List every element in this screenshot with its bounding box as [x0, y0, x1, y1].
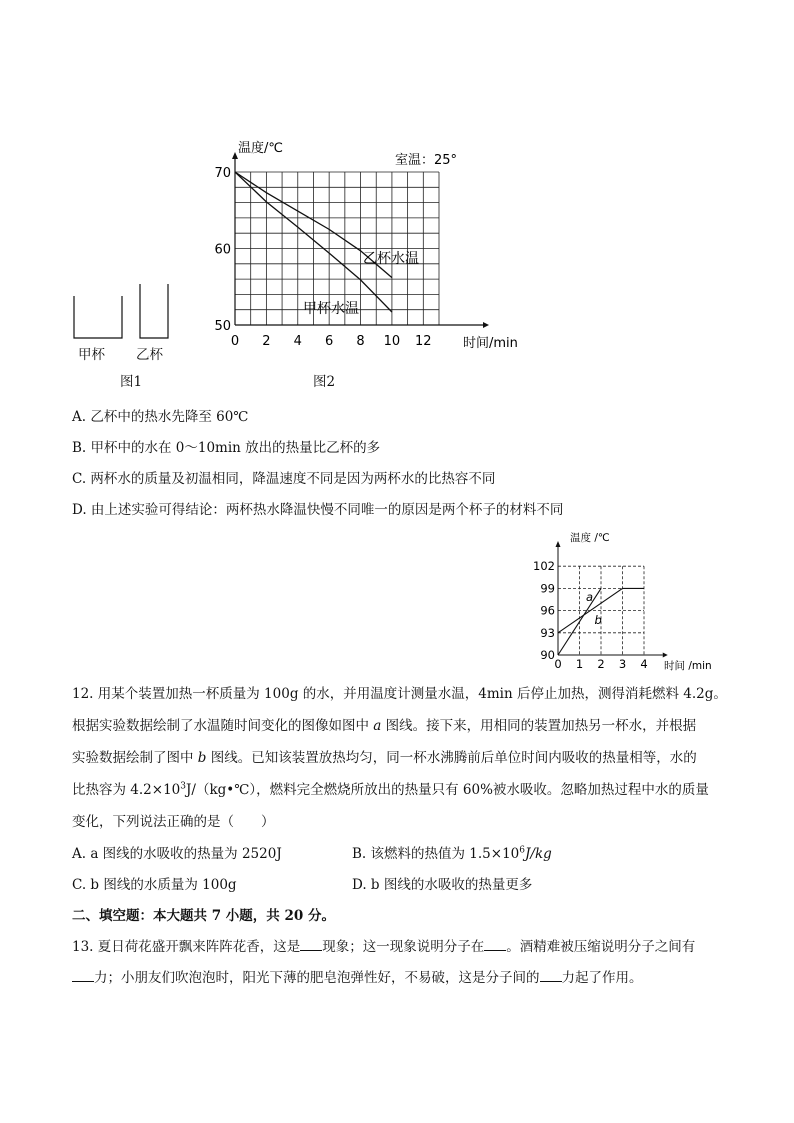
- series-label-b: b: [594, 612, 602, 627]
- y-axis-arrow: [556, 541, 561, 547]
- answer-blank-3[interactable]: [72, 969, 94, 982]
- answer-blank-4[interactable]: [540, 969, 562, 982]
- y-tick-label: 102: [533, 559, 555, 574]
- cup-a-label: 甲杯: [78, 347, 105, 363]
- answer-blank-1[interactable]: [300, 938, 322, 951]
- figure-2-caption: 图2: [313, 374, 336, 390]
- x-tick-label: 8: [356, 334, 365, 349]
- room-temp-annotation: 室温：25°: [395, 153, 458, 168]
- q12-line-3: 实验数据绘制了图中 b 图线。已知该装置放热均匀，同一杯水沸腾前后单位时间内吸收的热量相等，水的: [72, 750, 697, 766]
- x-tick-label: 2: [262, 334, 271, 349]
- chart1-x-axis-label: 时间/min: [463, 336, 518, 351]
- q12-line-1: 12. 用某个装置加热一杯质量为 100g 的水，并用温度计测量水温，4min 后停止加热，测得消耗燃料 4.2g。: [72, 686, 727, 702]
- x-tick-label: 4: [640, 657, 648, 671]
- q13-line-2: 力；小朋友们吹泡泡时，阳光下薄的肥皂泡弹性好，不易破，这是分子间的 力起了作用。: [72, 966, 643, 986]
- chart2-x-axis-label: 时间 /min: [664, 660, 712, 672]
- x-axis-arrow: [483, 322, 489, 328]
- series-label-cup-b: 乙杯水温: [363, 251, 419, 267]
- x-tick-label: 3: [618, 657, 627, 671]
- cooling-chart: [205, 135, 535, 355]
- heating-chart: [530, 527, 730, 677]
- section-2-heading: 二、填空题：本大题共 7 小题，共 20 分。: [72, 908, 335, 924]
- q11-option-c: C. 两杯水的质量及初温相同，降温速度不同是因为两杯水的比热容不同: [72, 471, 496, 487]
- y-tick-label: 96: [540, 603, 555, 618]
- series-label-cup-a: 甲杯水温: [303, 301, 359, 317]
- x-tick-label: 4: [293, 334, 302, 349]
- q12-option-c: C. b 图线的水质量为 100g: [72, 877, 237, 893]
- q12-line-5: 变化，下列说法正确的是（ ）: [72, 814, 275, 830]
- x-tick-label: 1: [575, 657, 584, 671]
- chart1-y-axis-label: 温度/℃: [238, 141, 283, 156]
- chart2-axes: [556, 541, 668, 658]
- x-tick-label: 12: [415, 334, 432, 349]
- answer-blank-2[interactable]: [484, 938, 506, 951]
- figure-1-caption: 图1: [120, 374, 143, 390]
- y-tick-label: 93: [540, 625, 555, 640]
- series-label-a: a: [585, 589, 594, 604]
- q12-option-b: B. 该燃料的热值为 $1.5\times 10^6J/kg$: [352, 845, 552, 862]
- x-axis-arrow: [663, 653, 668, 658]
- y-tick-label: 90: [540, 648, 555, 662]
- x-tick-label: 10: [383, 334, 401, 349]
- y-tick-label: 99: [540, 581, 555, 596]
- figure-1-cups: [60, 280, 190, 350]
- y-tick-label: 70: [214, 166, 231, 181]
- chart2-grid: [558, 566, 644, 655]
- x-tick-label: 2: [597, 657, 605, 671]
- q12-line-2: 根据实验数据绘制了水温随时间变化的图像如图中 a 图线。接下来，用相同的装置加热另一杯水，并根据: [72, 718, 697, 734]
- q11-option-b: B. 甲杯中的水在 0～10min 放出的热量比乙杯的多: [72, 440, 381, 456]
- x-tick-label: 6: [325, 334, 334, 349]
- q13-line-1: 13. 夏日荷花盛开飘来阵阵花香，这是 现象；这一现象说明分子在 。酒精难被压缩说明分子之间有: [72, 939, 696, 955]
- chart2-y-axis-label: 温度 /℃: [570, 532, 610, 544]
- q12-line-4: 比热容为 $4.2\times 10^3J/(kg•℃)$，燃料完全燃烧所放出的热量只有 60%被水吸收。忽略加热过程中水的质量: [72, 781, 709, 798]
- q12-option-a: A. a 图线的水吸收的热量为 2520J: [72, 846, 282, 862]
- cup-b-outline: [140, 284, 168, 338]
- chart2-tick-labels: [533, 559, 648, 671]
- q11-option-d: D. 由上述实验可得结论：两杯热水降温快慢不同唯一的原因是两个杯子的材料不同: [72, 502, 564, 518]
- y-tick-label: 50: [214, 319, 231, 334]
- cup-b-label: 乙杯: [136, 347, 163, 363]
- cup-a-outline: [74, 296, 122, 338]
- q12-option-d: D. b 图线的水吸收的热量更多: [352, 877, 533, 893]
- x-tick-label: 0: [554, 657, 562, 671]
- q11-option-a: A. 乙杯中的热水先降至 60℃: [72, 409, 249, 425]
- y-tick-label: 60: [214, 242, 231, 258]
- x-tick-label: 0: [230, 334, 240, 349]
